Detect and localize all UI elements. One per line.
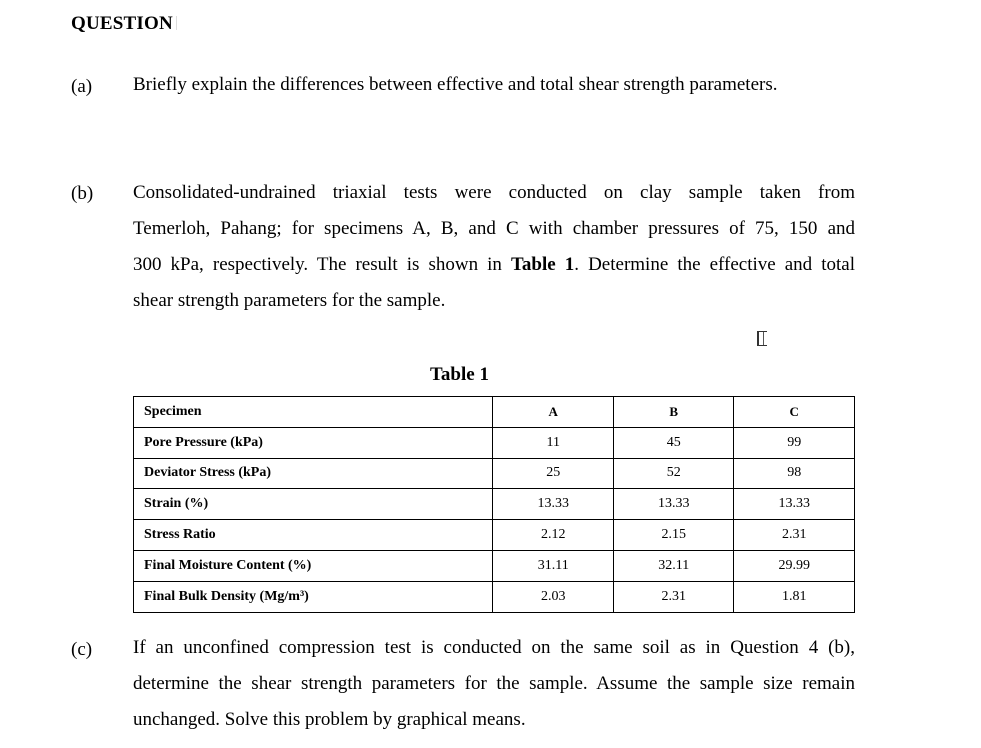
table-row: [134, 427, 855, 458]
question-heading: QUESTION: [71, 13, 177, 35]
cell-c: 29.99: [734, 550, 855, 581]
row-label: Strain (%): [134, 489, 493, 520]
cell-a: 2.03: [493, 581, 614, 612]
row-label: Final Moisture Content (%): [134, 550, 493, 581]
part-c-line-3: unchanged. Solve this problem by graphical means.: [133, 709, 526, 730]
table-header-row: [134, 397, 855, 428]
part-b-label: (b): [71, 183, 94, 204]
row-label: Stress Ratio: [134, 520, 493, 551]
table-row: [134, 581, 855, 612]
cell-b: 45: [613, 427, 734, 458]
table-caption: Table 1: [430, 364, 489, 385]
table-row: [134, 520, 855, 551]
table-row: [134, 458, 855, 489]
table-reference: Table 1: [511, 254, 575, 275]
cell-c: 13.33: [734, 489, 855, 520]
cell-b: 13.33: [613, 489, 734, 520]
row-label: Deviator Stress (kPa): [134, 458, 493, 489]
part-b-line-3: [133, 247, 855, 283]
cell-a: 25: [493, 458, 614, 489]
part-c-text: [133, 630, 855, 738]
cell-c: 98: [734, 458, 855, 489]
cell-c: 1.81: [734, 581, 855, 612]
cell-a: 11: [493, 427, 614, 458]
cell-b: 2.31: [613, 581, 734, 612]
row-label: Final Bulk Density (Mg/m³): [134, 581, 493, 612]
part-b-line-4: shear strength parameters for the sample.: [133, 290, 446, 311]
header-b: B: [613, 397, 734, 428]
cell-b: 2.15: [613, 520, 734, 551]
cell-c: 2.31: [734, 520, 855, 551]
part-a-text: [133, 67, 855, 103]
text-cursor-icon: [757, 331, 767, 346]
cell-b: 32.11: [613, 550, 734, 581]
cell-a: 31.11: [493, 550, 614, 581]
cell-c: 99: [734, 427, 855, 458]
cursor-tick: [176, 16, 177, 30]
cell-a: 13.33: [493, 489, 614, 520]
table-row: [134, 489, 855, 520]
cell-a: 2.12: [493, 520, 614, 551]
cell-b: 52: [613, 458, 734, 489]
part-a-line: Briefly explain the differences between effective and total shear strength parameters.: [133, 74, 778, 95]
part-c-line-1: If an unconfined compression test is conducted on the same soil as in Question 4 (b),: [133, 637, 855, 658]
header-a: A: [493, 397, 614, 428]
part-a-label: (a): [71, 76, 93, 97]
part-c-label: (c): [71, 639, 93, 660]
results-table: [133, 396, 855, 613]
table-row: [134, 550, 855, 581]
part-b-line-1: Consolidated-undrained triaxial tests were conducted on clay sample taken from: [133, 182, 855, 203]
part-b-line-2: Temerloh, Pahang; for specimens A, B, and C with chamber pressures of 75, 150 and: [133, 218, 855, 239]
part-b-text: [133, 175, 855, 319]
row-label: Pore Pressure (kPa): [134, 427, 493, 458]
part-b-line-3a: 300 kPa, respectively. The result is shown in: [133, 254, 511, 275]
header-c: C: [734, 397, 855, 428]
header-specimen: Specimen: [134, 397, 493, 428]
part-c-line-2: determine the shear strength parameters for the sample. Assume the sample size remain: [133, 673, 855, 694]
part-b-line-3b: . Determine the effective and total: [574, 254, 855, 275]
